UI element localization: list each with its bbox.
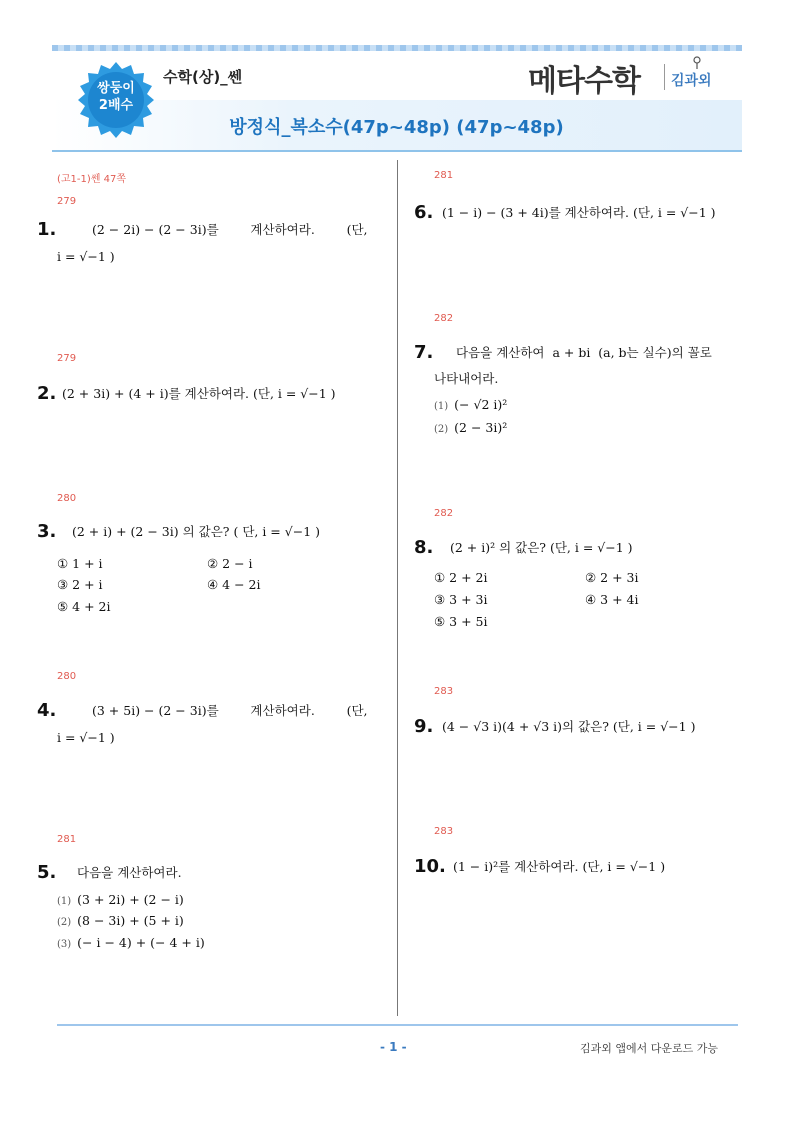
answer-option[interactable]: ② 2 + 3i <box>585 570 639 585</box>
question-source: 282 <box>434 508 454 519</box>
question-number: 7. <box>414 342 434 363</box>
question-source: 280 <box>57 671 77 682</box>
question-source: 281 <box>434 170 454 181</box>
question-text-cont: i = √−1 ) <box>57 730 115 745</box>
person-icon <box>690 56 704 70</box>
badge-label <box>76 80 156 114</box>
question-text: (4 − √3 i)(4 + √3 i)의 값은? (단, i = √−1 ) <box>442 719 696 734</box>
question-text: (1 − i) − (3 + 4i)를 계산하여라. (단, i = √−1 ) <box>442 205 716 220</box>
answer-option[interactable]: ① 1 + i <box>57 556 103 571</box>
question-number: 4. <box>37 700 57 721</box>
question-text: (2 + 3i) + (4 + i)를 계산하여라. (단, i = √−1 ) <box>62 386 336 401</box>
answer-option[interactable]: ⑤ 4 + 2i <box>57 599 111 614</box>
sub-question: (3) (− i − 4) + (− 4 + i) <box>57 935 205 950</box>
question-number: 8. <box>414 537 434 558</box>
sub-logo: 김과외 <box>671 73 712 89</box>
question-number: 2. <box>37 383 57 404</box>
answer-option[interactable]: ① 2 + 2i <box>434 570 488 585</box>
question-source: 279 <box>57 196 77 207</box>
footer-line <box>57 1024 738 1026</box>
question-text-cont: i = √−1 ) <box>57 249 115 264</box>
question-number: 6. <box>414 202 434 223</box>
logo-separator <box>664 64 665 90</box>
question-text: 다음을 계산하여라. <box>77 865 182 880</box>
question-text: (2 − 2i) − (2 − 3i)를 계산하여라. (단, <box>92 222 368 237</box>
column-divider <box>397 160 398 1016</box>
subject-label: 수학(상)_쎈 <box>163 68 243 86</box>
sub-question: (1) (3 + 2i) + (2 − i) <box>57 892 184 907</box>
sub-question: (2) (2 − 3i)² <box>434 420 508 435</box>
question-text: (2 + i)² 의 값은? (단, i = √−1 ) <box>450 540 633 555</box>
question-text: 다음을 계산하여 a + bi (a, b는 실수)의 꼴로 <box>456 345 712 360</box>
answer-option[interactable]: ⑤ 3 + 5i <box>434 614 488 629</box>
sub-question: (1) (− √2 i)² <box>434 397 508 412</box>
question-text: (3 + 5i) − (2 − 3i)를 계산하여라. (단, <box>92 703 368 718</box>
question-number: 10. <box>414 856 446 877</box>
question-number: 3. <box>37 521 57 542</box>
question-source: 280 <box>57 493 77 504</box>
question-source: 283 <box>434 826 454 837</box>
question-source: 281 <box>57 834 77 845</box>
question-source: 279 <box>57 353 77 364</box>
badge-line1: 쌍둥이 <box>97 81 135 96</box>
question-text: (1 − i)²를 계산하여라. (단, i = √−1 ) <box>453 859 666 874</box>
brand-logo: 메타수학 <box>528 64 640 99</box>
question-number: 5. <box>37 862 57 883</box>
answer-option[interactable]: ③ 2 + i <box>57 577 103 592</box>
answer-option[interactable]: ③ 3 + 3i <box>434 592 488 607</box>
page-number: - 1 - <box>380 1040 407 1054</box>
question-source: 283 <box>434 686 454 697</box>
question-number: 9. <box>414 716 434 737</box>
page-title: 방정식_복소수(47p~48p) (47p~48p) <box>229 117 564 138</box>
top-stripe <box>52 45 742 51</box>
question-text-cont: 나타내어라. <box>434 371 499 386</box>
badge-line2: 2배수 <box>98 98 134 113</box>
question-source: 282 <box>434 313 454 324</box>
source-label: (고1-1)쎈 47쪽 <box>57 174 127 185</box>
sub-question: (2) (8 − 3i) + (5 + i) <box>57 913 184 928</box>
question-number: 1. <box>37 219 57 240</box>
question-text: (2 + i) + (2 − 3i) 의 값은? ( 단, i = √−1 ) <box>72 524 321 539</box>
answer-option[interactable]: ④ 4 − 2i <box>207 577 261 592</box>
answer-option[interactable]: ④ 3 + 4i <box>585 592 639 607</box>
footer-note: 김과외 앱에서 다운로드 가능 <box>580 1042 719 1055</box>
answer-option[interactable]: ② 2 − i <box>207 556 253 571</box>
